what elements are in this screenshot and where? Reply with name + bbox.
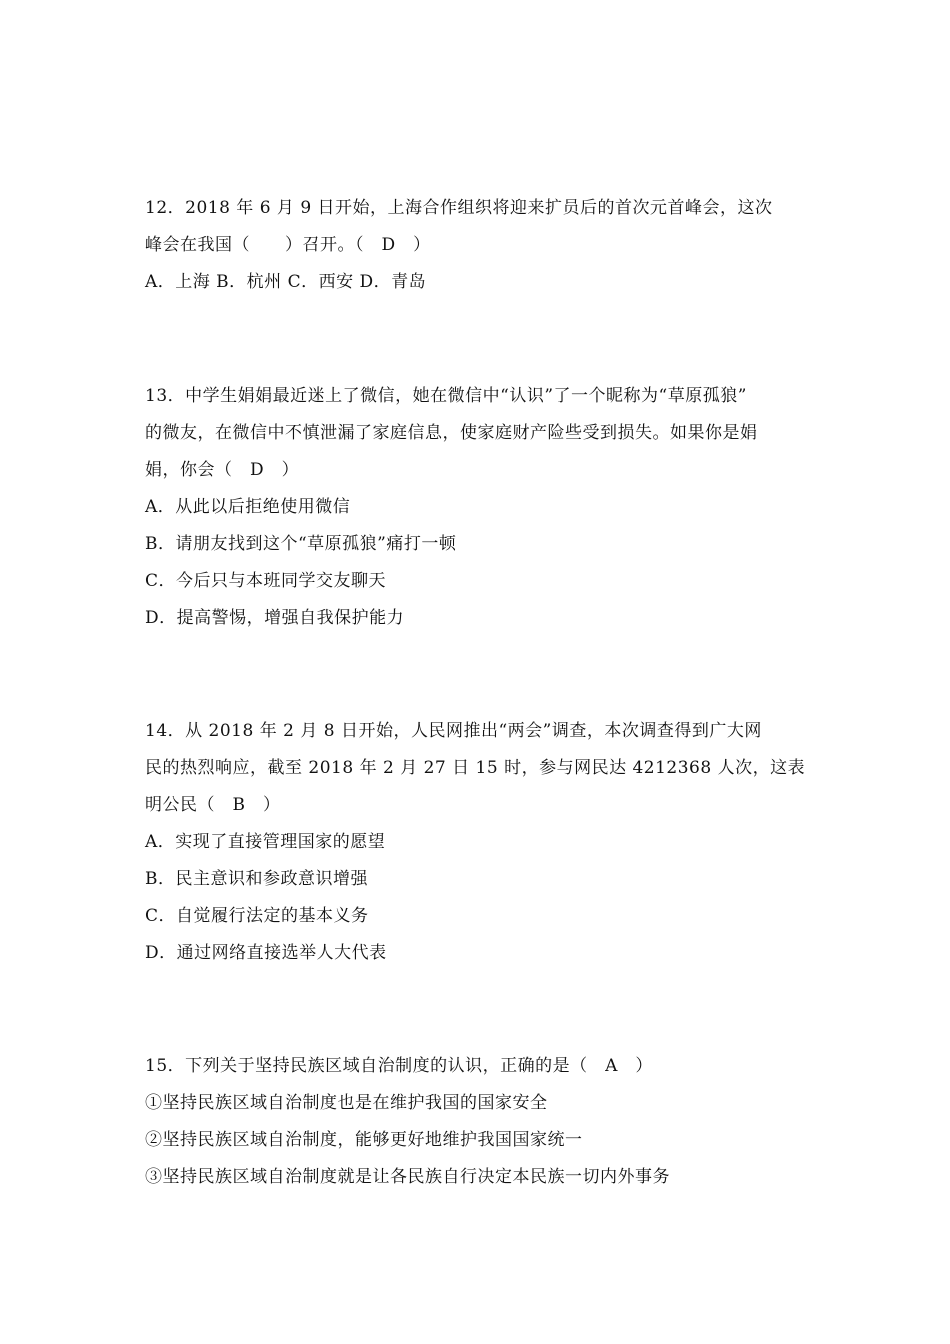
question-13-option-d: D．提高警惕，增强自我保护能力 bbox=[145, 608, 405, 628]
question-14-option-d: D．通过网络直接选举人大代表 bbox=[145, 943, 387, 963]
question-14-option-a: A．实现了直接管理国家的愿望 bbox=[145, 832, 386, 852]
question-15-statement-2: ②坚持民族区域自治制度，能够更好地维护我国国家统一 bbox=[145, 1130, 583, 1150]
question-13-line-1: 13．中学生娟娟最近迷上了微信，她在微信中“认识”了一个昵称为“草原孤狼” bbox=[145, 386, 747, 406]
question-14-line-1: 14．从 2018 年 2 月 8 日开始，人民网推出“两会”调查，本次调查得到广大网 bbox=[145, 721, 762, 741]
question-14 bbox=[145, 713, 825, 972]
question-12-line-1: 12．2018 年 6 月 9 日开始，上海合作组织将迎来扩员后的首次元首峰会，这次 bbox=[145, 198, 773, 218]
question-13-option-c: C．今后只与本班同学交友聊天 bbox=[145, 571, 387, 591]
question-14-line-3: 明公民（ B ） bbox=[145, 795, 281, 815]
question-14-option-c: C．自觉履行法定的基本义务 bbox=[145, 906, 369, 926]
question-15-statement-3: ③坚持民族区域自治制度就是让各民族自行决定本民族一切内外事务 bbox=[145, 1167, 670, 1187]
question-15-statement-1: ①坚持民族区域自治制度也是在维护我国的国家安全 bbox=[145, 1093, 548, 1113]
question-12-options: A．上海 B．杭州 C．西安 D．青岛 bbox=[145, 272, 427, 292]
question-15 bbox=[145, 1048, 825, 1196]
question-13-line-2: 的微友，在微信中不慎泄漏了家庭信息，使家庭财产险些受到损失。如果你是娟 bbox=[145, 423, 758, 443]
question-13-line-3: 娟，你会（ D ） bbox=[145, 460, 300, 480]
question-14-line-2: 民的热烈响应，截至 2018 年 2 月 27 日 15 时，参与网民达 4212368 人次，这表 bbox=[145, 758, 806, 778]
question-13 bbox=[145, 378, 825, 637]
question-13-option-a: A．从此以后拒绝使用微信 bbox=[145, 497, 351, 517]
question-13-option-b: B．请朋友找到这个“草原孤狼”痛打一顿 bbox=[145, 534, 457, 554]
question-15-line-1: 15．下列关于坚持民族区域自治制度的认识，正确的是（ A ） bbox=[145, 1056, 653, 1076]
question-12 bbox=[145, 190, 825, 301]
question-14-option-b: B．民主意识和参政意识增强 bbox=[145, 869, 368, 889]
question-12-line-2: 峰会在我国（ ）召开。（ D ） bbox=[145, 235, 431, 255]
